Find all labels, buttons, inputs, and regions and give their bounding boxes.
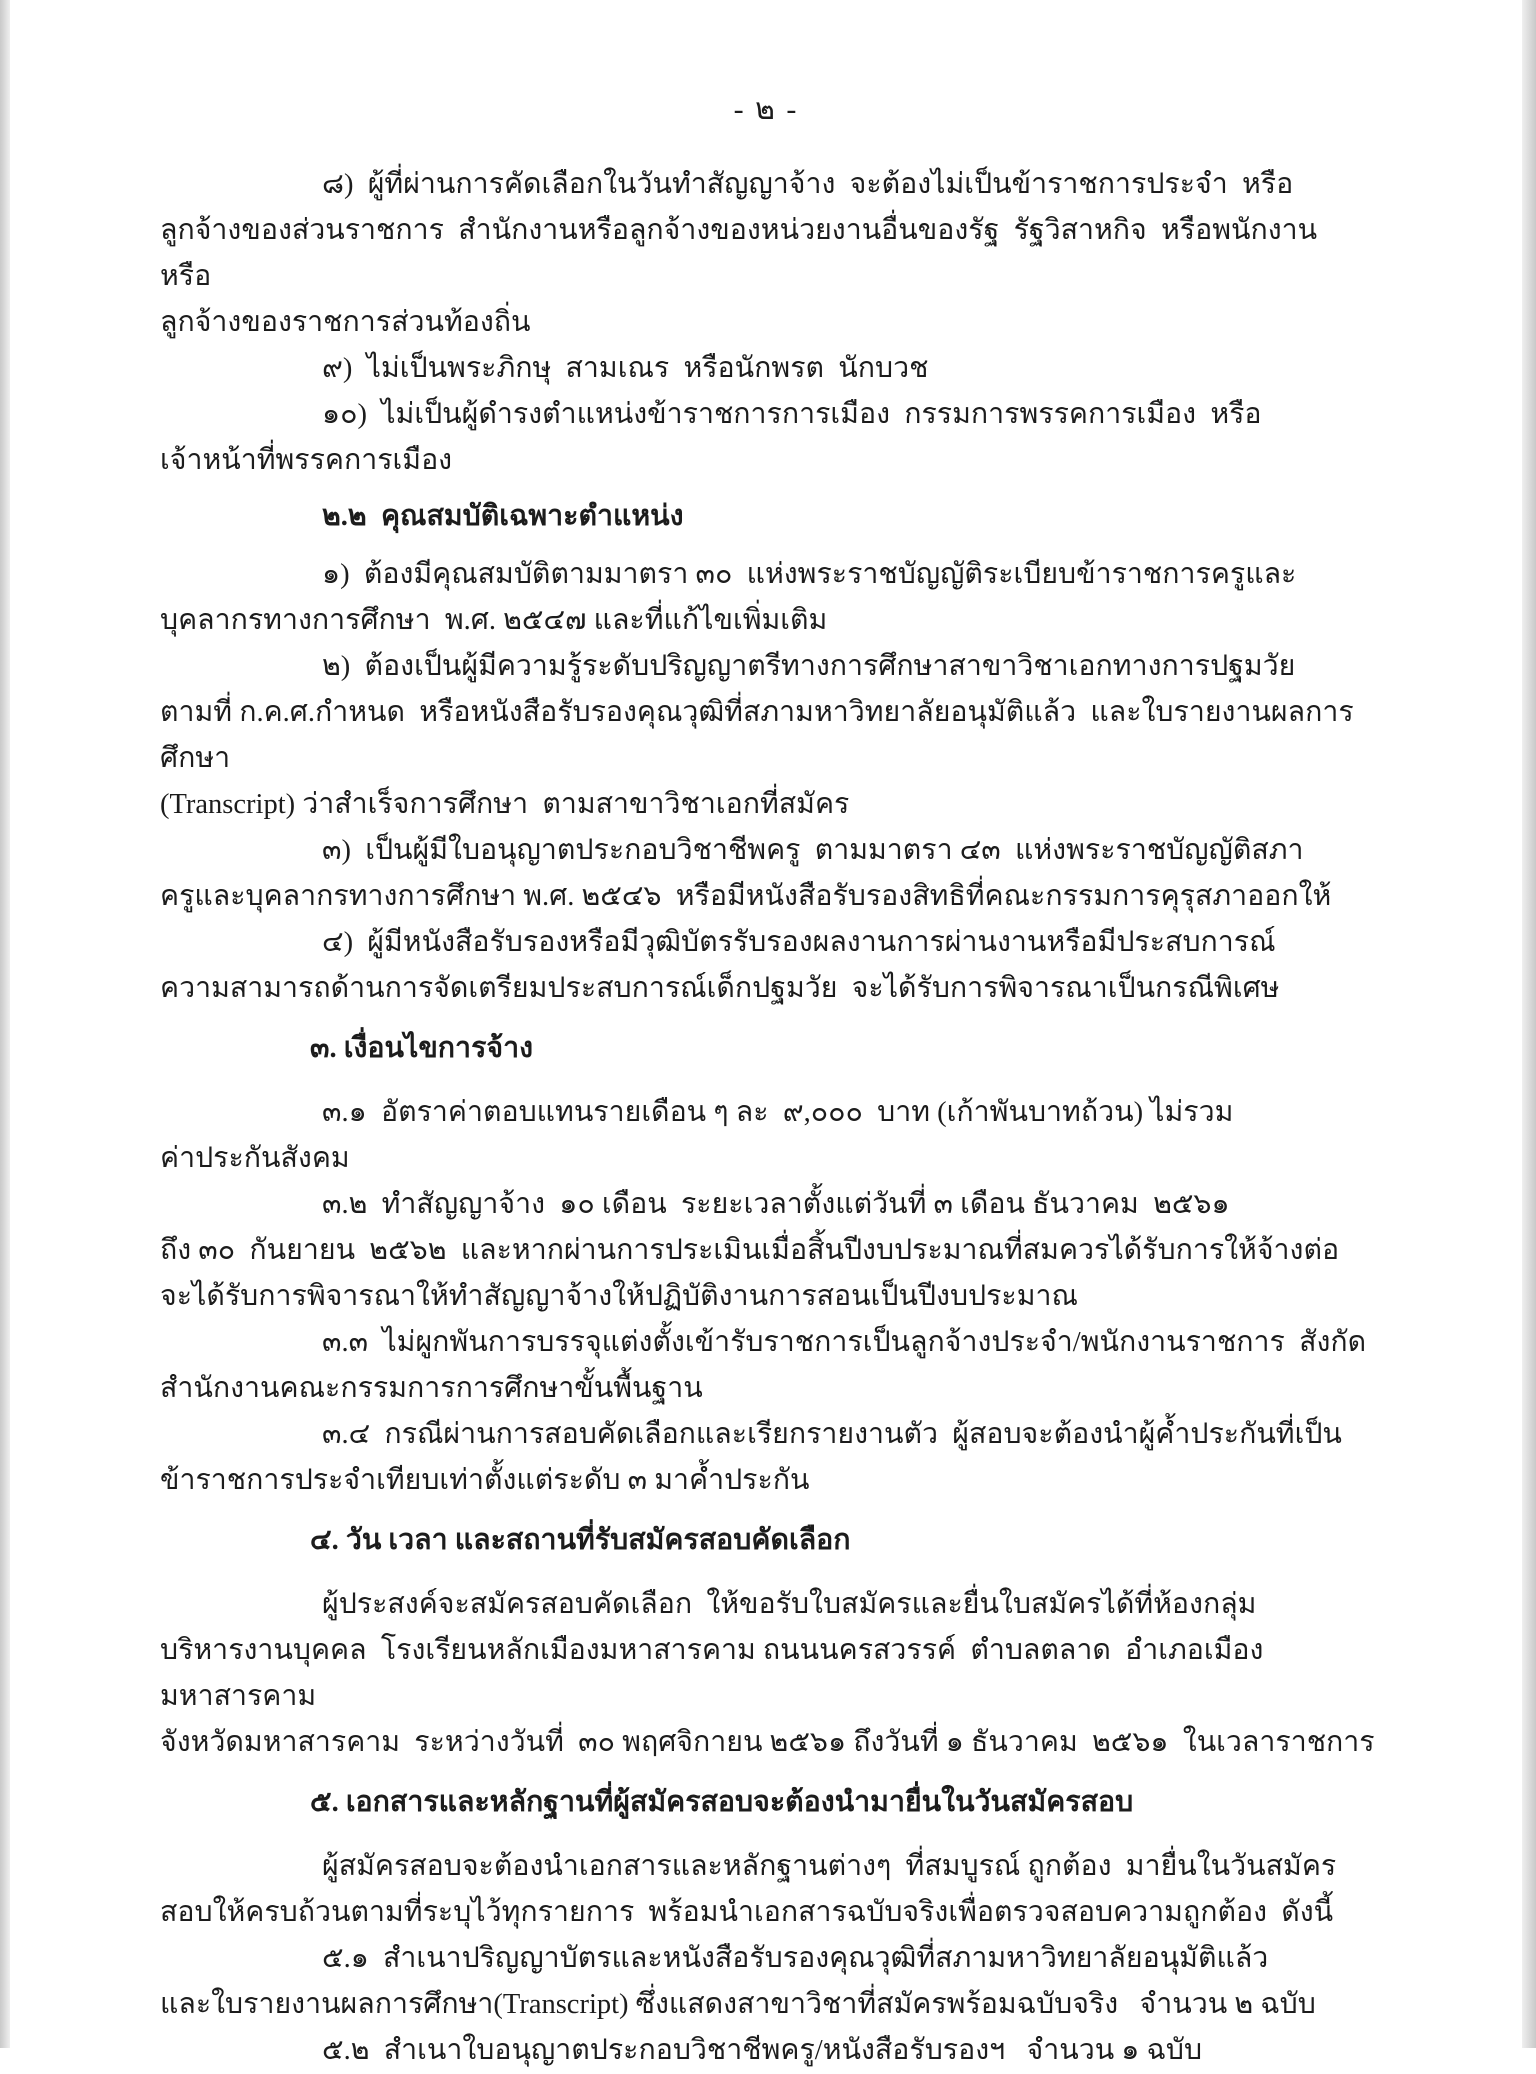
doc-line: เจ้าหน้าที่พรรคการเมือง [160,445,453,476]
page-number: - ๒ - [733,93,799,126]
doc-line: ข้าราชการประจำเทียบเท่าตั้งแต่ระดับ ๓ มาค้ำประกัน [160,1465,810,1496]
doc-line: ถึง ๓๐ กันยายน ๒๕๖๒ และหากผ่านการประเมินเมื่อสิ้นปีงบประมาณที่สมควรได้รับการให้จ้างต่อ [160,1235,1340,1266]
section-heading-3: ๓. เงื่อนไขการจ้าง [310,1033,533,1064]
doc-line: ๕.๑ สำเนาปริญญาบัตรและหนังสือรับรองคุณวุฒิที่สภามหาวิทยาลัยอนุมัติแล้ว [322,1943,1269,1974]
document-page [10,0,1522,2066]
scan-edge-right [1522,0,1536,2048]
doc-line: และใบรายงานผลการศึกษา(Transcript) ซึ่งแสดงสาขาวิชาที่สมัครพร้อมฉบับจริง จำนวน ๒ ฉบับ [160,1989,1316,2020]
doc-line: ๑) ต้องมีคุณสมบัติตามมาตรา ๓๐ แห่งพระราชบัญญัติระเบียบข้าราชการครูและ [322,559,1297,590]
doc-line: บริหารงานบุคคล โรงเรียนหลักเมืองมหาสารคาม ถนนนครสวรรค์ ตำบลตลาด อำเภอเมืองมหาสารคาม [160,1635,1264,1712]
doc-line: จะได้รับการพิจารณาให้ทำสัญญาจ้างให้ปฏิบัติงานการสอนเป็นปีงบประมาณ [160,1281,1078,1312]
doc-line: ๒) ต้องเป็นผู้มีความรู้ระดับปริญญาตรีทางการศึกษาสาขาวิชาเอกทางการปฐมวัย [322,651,1296,682]
doc-line: ๙) ไม่เป็นพระภิกษุ สามเณร หรือนักพรต นักบวช [322,353,929,384]
doc-line: ๔) ผู้มีหนังสือรับรองหรือมีวุฒิบัตรรับรองผลงานการผ่านงานหรือมีประสบการณ์ [322,927,1276,958]
doc-line: บุคลากรทางการศึกษา พ.ศ. ๒๕๔๗ และที่แก้ไขเพิ่มเติม [160,605,828,636]
document-body [160,162,1376,2074]
doc-line: ค่าประกันสังคม [160,1143,350,1174]
subsection-heading-2-2: ๒.๒ คุณสมบัติเฉพาะตำแหน่ง [322,501,684,532]
section-heading-4: ๔. วัน เวลา และสถานที่รับสมัครสอบคัดเลือก [310,1525,851,1556]
doc-line: (Transcript) ว่าสำเร็จการศึกษา ตามสาขาวิชาเอกที่สมัคร [160,789,850,820]
doc-line: ๑๐) ไม่เป็นผู้ดำรงตำแหน่งข้าราชการการเมือง กรรมการพรรคการเมือง หรือ [322,399,1262,430]
doc-line: ผู้สมัครสอบจะต้องนำเอกสารและหลักฐานต่างๆ ที่สมบูรณ์ ถูกต้อง มายื่นในวันสมัคร [322,1851,1337,1882]
doc-line: ลูกจ้างของส่วนราชการ สำนักงานหรือลูกจ้างของหน่วยงานอื่นของรัฐ รัฐวิสาหกิจ หรือพนักงาน หรือ [160,215,1332,292]
doc-line: ๓.๒ ทำสัญญาจ้าง ๑๐ เดือน ระยะเวลาตั้งแต่วันที่ ๓ เดือน ธันวาคม ๒๕๖๑ [322,1189,1230,1220]
doc-line: ๓.๑ อัตราค่าตอบแทนรายเดือน ๆ ละ ๙,๐๐๐ บาท (เก้าพันบาทถ้วน) ไม่รวม [322,1097,1234,1128]
scan-edge-left [0,0,10,2048]
doc-line: ตามที่ ก.ค.ศ.กำหนด หรือหนังสือรับรองคุณวุฒิที่สภามหาวิทยาลัยอนุมัติแล้ว และใบรายงานผลการศึกษา [160,697,1354,774]
doc-line: ๕.๒ สำเนาใบอนุญาตประกอบวิชาชีพครู/หนังสือรับรองฯ จำนวน ๑ ฉบับ [322,2035,1203,2066]
doc-line: ลูกจ้างของราชการส่วนท้องถิ่น [160,307,531,338]
doc-line: ผู้ประสงค์จะสมัครสอบคัดเลือก ให้ขอรับใบสมัครและยื่นใบสมัครได้ที่ห้องกลุ่ม [322,1589,1257,1620]
doc-line: ๘) ผู้ที่ผ่านการคัดเลือกในวันทำสัญญาจ้าง จะต้องไม่เป็นข้าราชการประจำ หรือ [322,169,1294,200]
doc-line: ๓.๔ กรณีผ่านการสอบคัดเลือกและเรียกรายงานตัว ผู้สอบจะต้องนำผู้ค้ำประกันที่เป็น [322,1419,1342,1450]
doc-line: สอบให้ครบถ้วนตามที่ระบุไว้ทุกรายการ พร้อมนำเอกสารฉบับจริงเพื่อตรวจสอบความถูกต้อง ดังนี้ [160,1897,1334,1928]
section-heading-5: ๕. เอกสารและหลักฐานที่ผู้สมัครสอบจะต้องนำมายื่นในวันสมัครสอบ [310,1787,1134,1818]
doc-line: ๓) เป็นผู้มีใบอนุญาตประกอบวิชาชีพครู ตามมาตรา ๔๓ แห่งพระราชบัญญัติสภา [322,835,1304,866]
doc-line: ๓.๓ ไม่ผูกพันการบรรจุแต่งตั้งเข้ารับราชการเป็นลูกจ้างประจำ/พนักงานราชการ สังกัด [322,1327,1367,1358]
doc-line: ครูและบุคลากรทางการศึกษา พ.ศ. ๒๕๔๖ หรือมีหนังสือรับรองสิทธิที่คณะกรรมการคุรุสภาออกให้ [160,881,1332,912]
doc-line: สำนักงานคณะกรรมการการศึกษาขั้นพื้นฐาน [160,1373,703,1404]
doc-line: จังหวัดมหาสารคาม ระหว่างวันที่ ๓๐ พฤศจิกายน ๒๕๖๑ ถึงวันที่ ๑ ธันวาคม ๒๕๖๑ ในเวลาราชการ [160,1727,1375,1758]
doc-line: ความสามารถด้านการจัดเตรียมประสบการณ์เด็กปฐมวัย จะได้รับการพิจารณาเป็นกรณีพิเศษ [160,973,1280,1004]
